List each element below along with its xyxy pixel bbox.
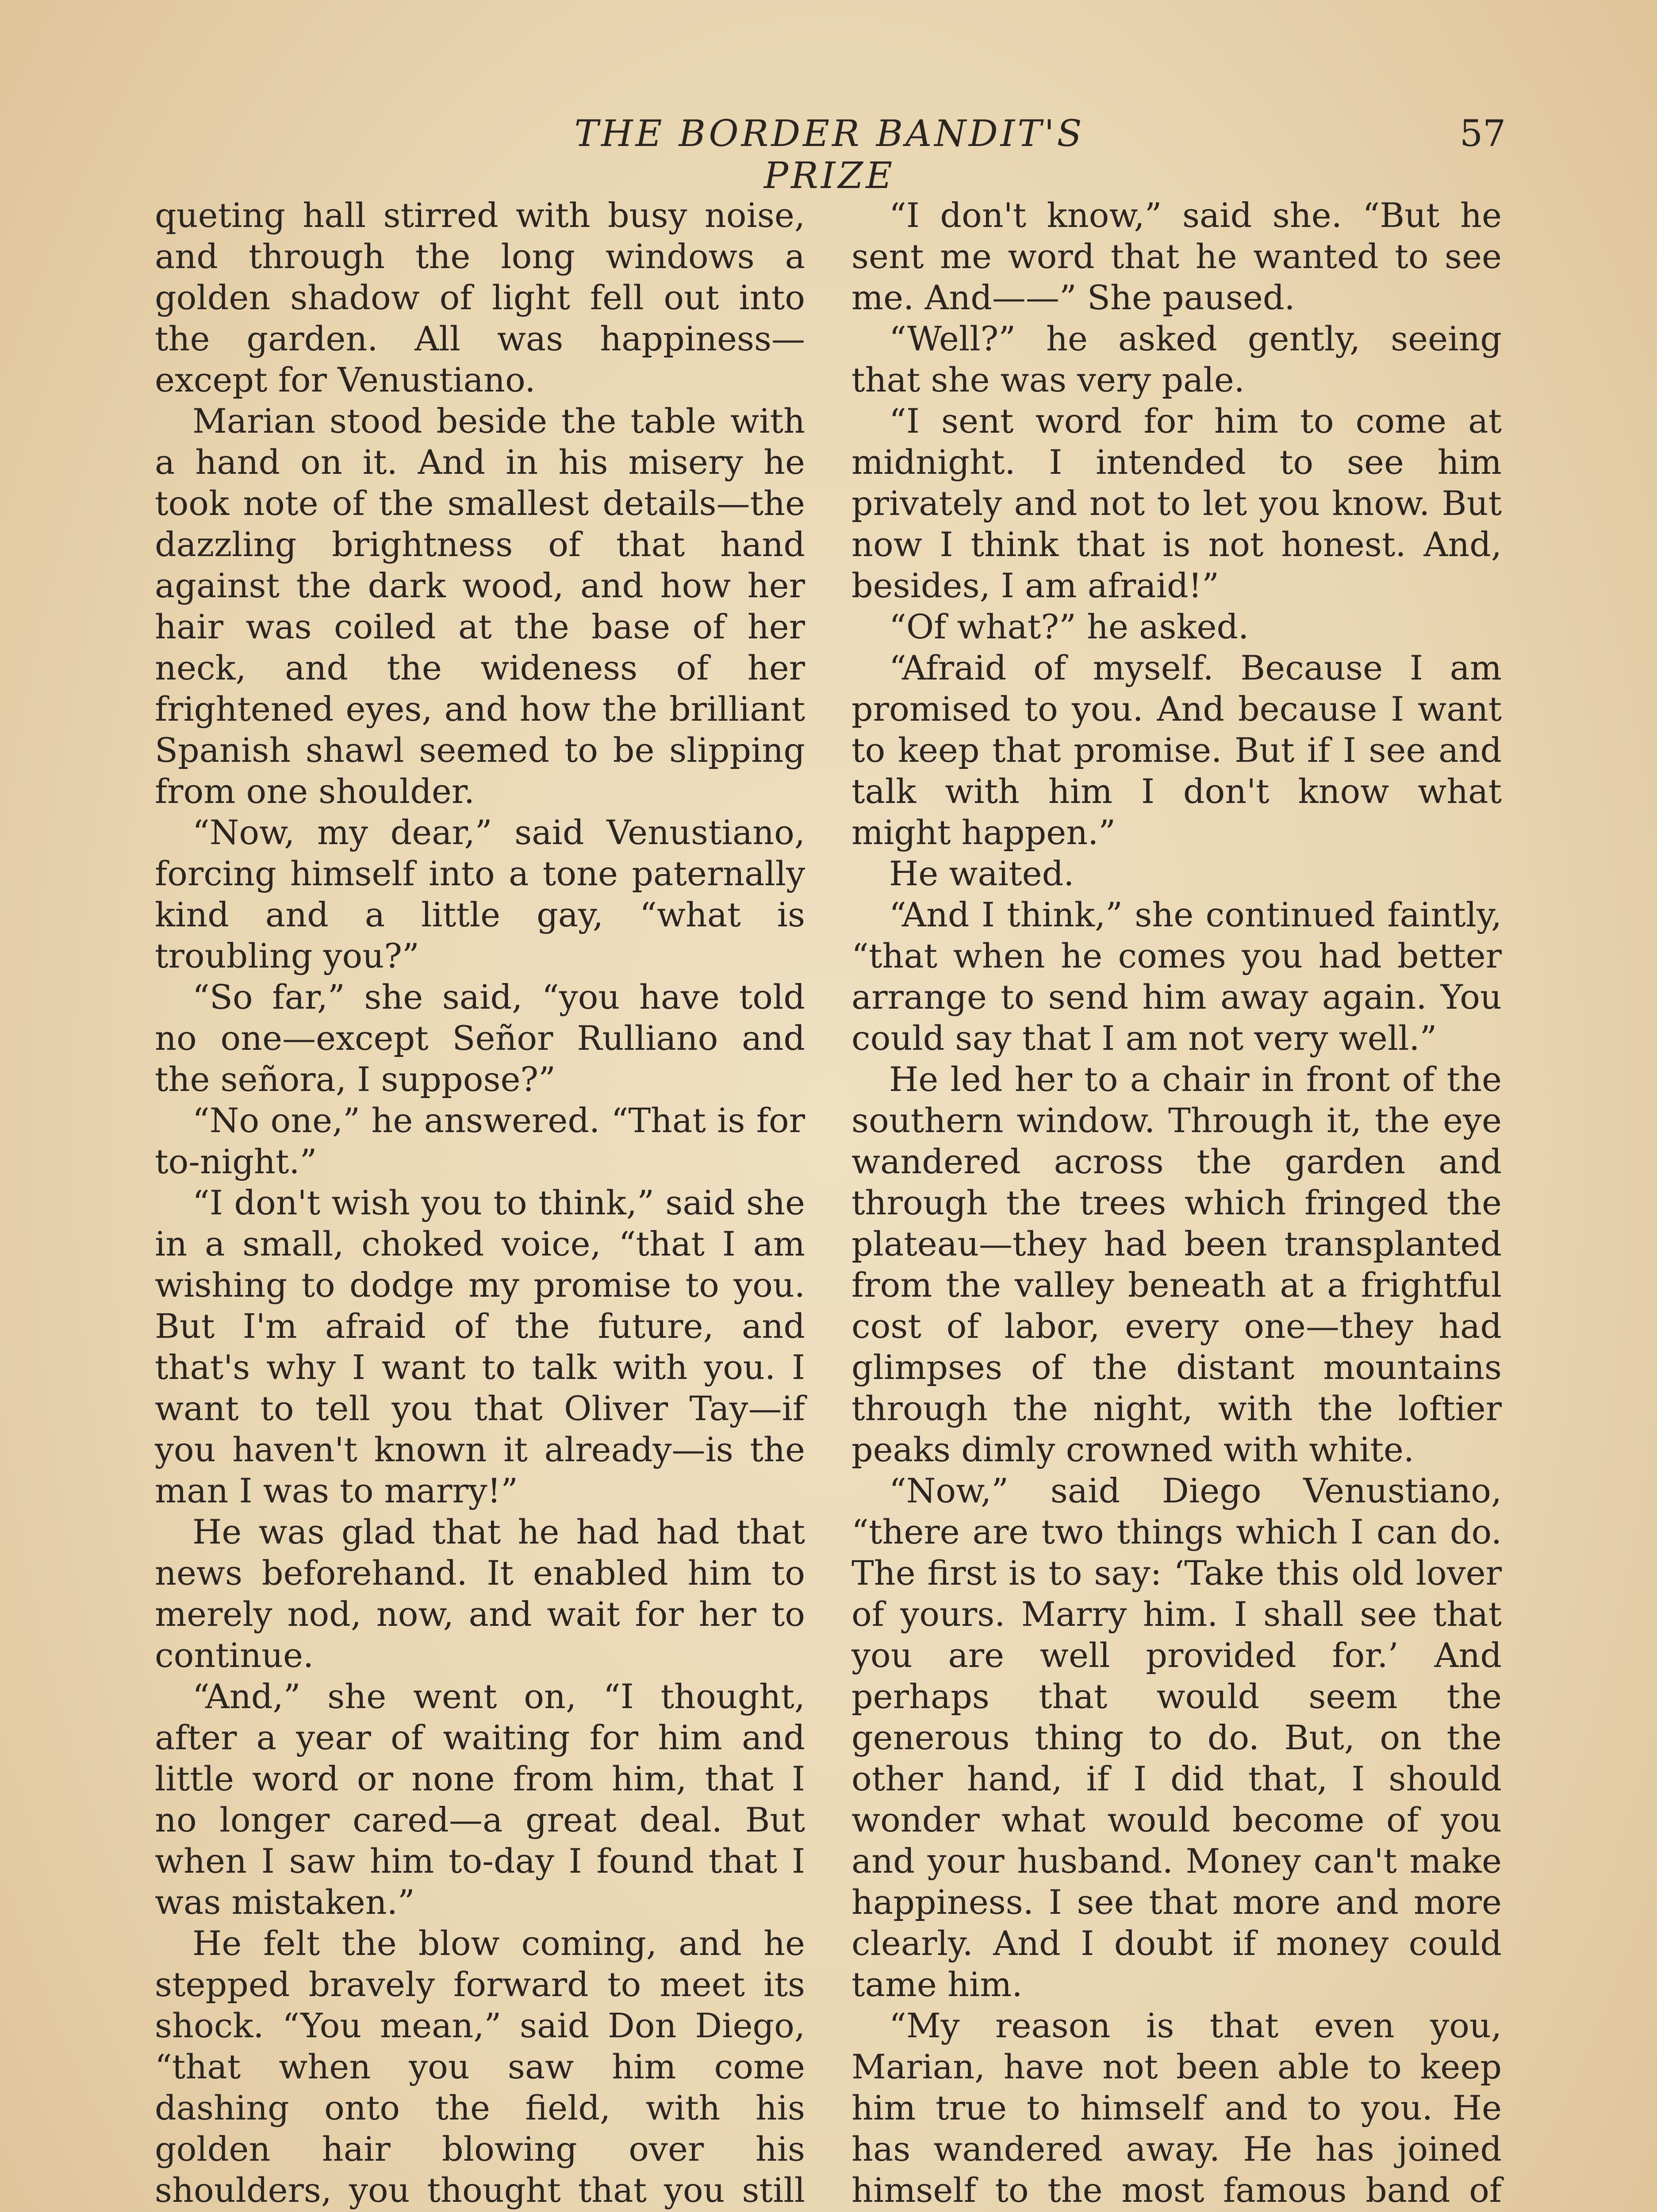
running-header: THE BORDER BANDIT'S PRIZE — [574, 113, 1085, 197]
paragraph: “Afraid of myself. Because I am promised to you. And because I want to keep that promise. But if I see and talk with him I don't know what might happen.” — [852, 648, 1502, 852]
paragraph: “Of what?” he asked. — [889, 607, 1249, 646]
paragraph: He led her to a chair in front of the southern window. Through it, the eye wandered across the garden and through the trees which fringed the plateau—they had been transplanted from the valley beneath at a frightful cost of labor, every one—they had glimpses of the distant mountains through the night, with the loftier peaks dimly crowned with white. — [852, 1060, 1502, 1469]
paragraph: He felt the blow coming, and he stepped bravely forward to meet its shock. “You mean,” said Don Diego, “that when you saw him come dashing onto the field, with his golden hair blowing over his shoulders, you thought that you still — [155, 1924, 805, 2210]
paragraph: “So far,” she said, “you have told no one—except Señor Rulliano and the señora, I suppose?” — [155, 977, 805, 1099]
paragraph: “I don't know,” said she. “But he sent me word that he wanted to see me. And——” She paused. — [852, 196, 1502, 317]
paragraph: “No one,” he answered. “That is for to-night.” — [155, 1101, 805, 1181]
paragraph: “My reason is that even you, Marian, have not been able to keep him true to himself and to you. He has wandered away. He has joined himself to the most famous band of — [852, 2006, 1502, 2210]
paragraph: “And,” she went on, “I thought, after a year of waiting for him and little word or none from him, that I no longer cared—a great deal. But when I saw him to-day I found that I was mistaken.” — [155, 1677, 805, 1922]
paragraph: queting hall stirred with busy noise, and through the long windows a golden shadow of light fell out into the garden. All was happiness—except for Venustiano. — [155, 196, 805, 399]
paragraph: Marian stood beside the table with a hand on it. And in his misery he took note of the smallest details—the dazzling brightness of that hand against the dark wood, and how her hair was coiled at the base of her neck, and the wideness of her frightened eyes, and how the brilliant Spanish shawl seemed to be slipping from one shoulder. — [155, 401, 805, 811]
page-number: 57 — [1460, 113, 1506, 155]
paragraph: “I don't wish you to think,” said she in a small, choked voice, “that I am wishing to dodge my promise to you. But I'm afraid of the future, and that's why I want to talk with you. I want to tell you that Oliver Tay—if you haven't known it already—is the man I was to marry!” — [155, 1183, 805, 1510]
right-column — [852, 195, 1502, 2212]
paragraph: “And I think,” she continued faintly, “that when he comes you had better arrange to send him away again. You could say that I am not very well.” — [852, 895, 1502, 1058]
paragraph: He was glad that he had had that news beforehand. It enabled him to merely nod, now, and wait for her to continue. — [155, 1512, 805, 1675]
paragraph: “Now, my dear,” said Venustiano, forcing himself into a tone paternally kind and a little gay, “what is troubling you?” — [155, 813, 805, 975]
paragraph: “Well?” he asked gently, seeing that she was very pale. — [852, 319, 1502, 399]
left-column — [155, 195, 805, 2212]
paragraph: “I sent word for him to come at midnight. I intended to see him privately and not to let you know. But now I think that is not honest. And, besides, I am afraid!” — [852, 401, 1502, 605]
paragraph: He waited. — [889, 854, 1074, 893]
paragraph: “Now,” said Diego Venustiano, “there are two things which I can do. The first is to say: ‘Take this old lover of yours. Marry him. I shall see that you are well provided for.’ And perhaps that would seem the generous thing to do. But, on the other hand, if I did that, I should wonder what would become of you and your husband. Money can't make happiness. I see that more and more clearly. And I doubt if money could tame him. — [852, 1471, 1502, 2004]
